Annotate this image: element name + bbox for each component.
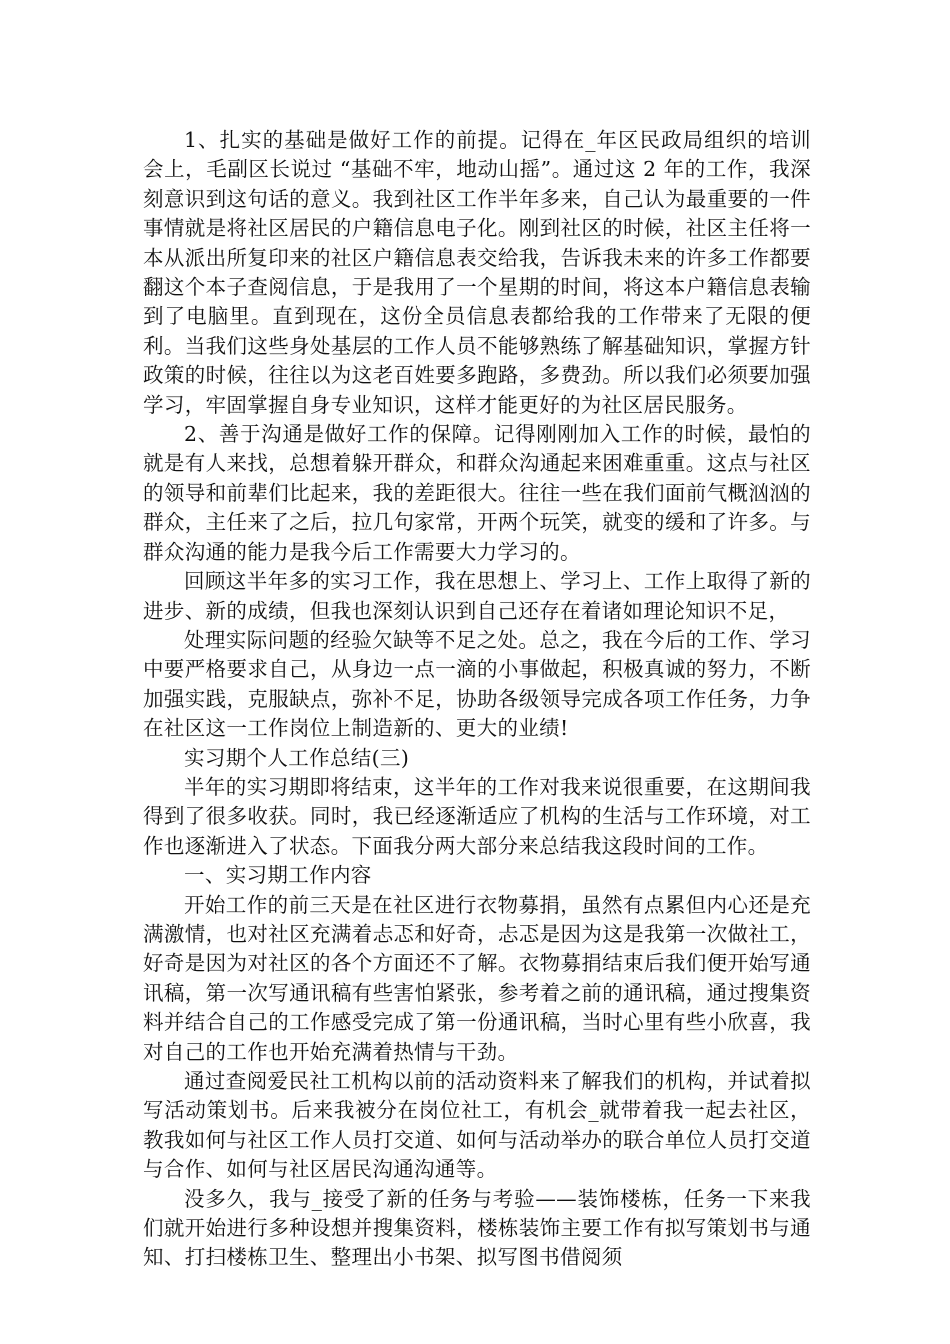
paragraph-shortcomings: 处理实际问题的经验欠缺等不足之处。总之，我在今后的工作、学习中要严格要求自己，从身边一点一滴的小事做起，积极真诚的努力，不断加强实践，克服缺点，弥补不足，协助各级领导完成各项工作任务，力争在社区这一工作岗位上制造新的、更大的业绩! <box>143 627 811 741</box>
paragraph-review: 回顾这半年多的实习工作，我在思想上、学习上、工作上取得了新的进步、新的成绩，但我也深刻认识到自己还存在着诸如理论知识不足， <box>143 569 811 623</box>
paragraph-basics: 1、扎实的基础是做好工作的前提。记得在_年区民政局组织的培训会上，毛副区长说过 “基础不牢，地动山摇”。通过这 2 年的工作，我深刻意识到这句话的意义。我到社区工作半年多来，自己认为最重要的一件事情就是将社区居民的户籍信息电子化。刚到社区的时候，社区主任将一本从派出所复印来的社区户籍信息表交给我，告诉我未来的许多工作都要翻这个本子查阅信息，于是我用了一个星期的时间，将这本户籍信息表输到了电脑里。直到现在，这份全员信息表都给我的工作带来了无限的便利。当我们这些身处基层的工作人员不能够熟练了解基础知识，掌握方针政策的时候，往往以为这老百姓要多跑路，多费劲。所以我们必须要加强学习，牢固掌握自身专业知识，这样才能更好的为社区居民服务。 <box>143 128 811 417</box>
paragraph-communication: 2、善于沟通是做好工作的保障。记得刚刚加入工作的时候，最怕的就是有人来找，总想着躲开群众，和群众沟通起来困难重重。这点与社区的领导和前辈们比起来，我的差距很大。往往一些在我们面前气概汹汹的群众，主任来了之后，拉几句家常，开两个玩笑，就变的缓和了许多。与群众沟通的能力是我今后工作需要大力学习的。 <box>143 422 811 564</box>
paragraph-clothing-donation: 开始工作的前三天是在社区进行衣物募捐，虽然有点累但内心还是充满激情，也对社区充满着忐忑和好奇，忐忑是因为这是我第一次做社工，好奇是因为对社区的各个方面还不了解。衣物募捐结束后我们便开始写通讯稿，第一次写通讯稿有些害怕紧张，参考着之前的通讯稿，通过搜集资料并结合自己的工作感受完成了第一份通讯稿，当时心里有些小欣喜，我对自己的工作也开始充满着热情与干劲。 <box>143 892 811 1064</box>
section-heading-work-content: 一、实习期工作内容 <box>184 863 372 888</box>
paragraph-intro: 半年的实习期即将结束，这半年的工作对我来说很重要，在这期间我得到了很多收获。同时，我已经逐渐适应了机构的生活与工作环境，对工作也逐渐进入了状态。下面我分两大部分来总结我这段时间的工作。 <box>143 774 811 858</box>
paragraph-agency-materials: 通过查阅爱民社工机构以前的活动资料来了解我们的机构，并试着拟写活动策划书。后来我被分在岗位社工，有机会_就带着我一起去社区，教我如何与社区工作人员打交道、如何与活动举办的联合单位人员打交道与合作、如何与社区居民沟通沟通等。 <box>143 1069 811 1182</box>
section-heading-summary-three: 实习期个人工作总结(三) <box>184 745 410 770</box>
document-body <box>143 126 811 1273</box>
paragraph-building-decoration: 没多久，我与_接受了新的任务与考验——装饰楼栋，任务一下来我们就开始进行多种设想并搜集资料，楼栋装饰主要工作有拟写策划书与通知、打扫楼栋卫生、整理出小书架、拟写图书借阅须 <box>143 1186 811 1270</box>
